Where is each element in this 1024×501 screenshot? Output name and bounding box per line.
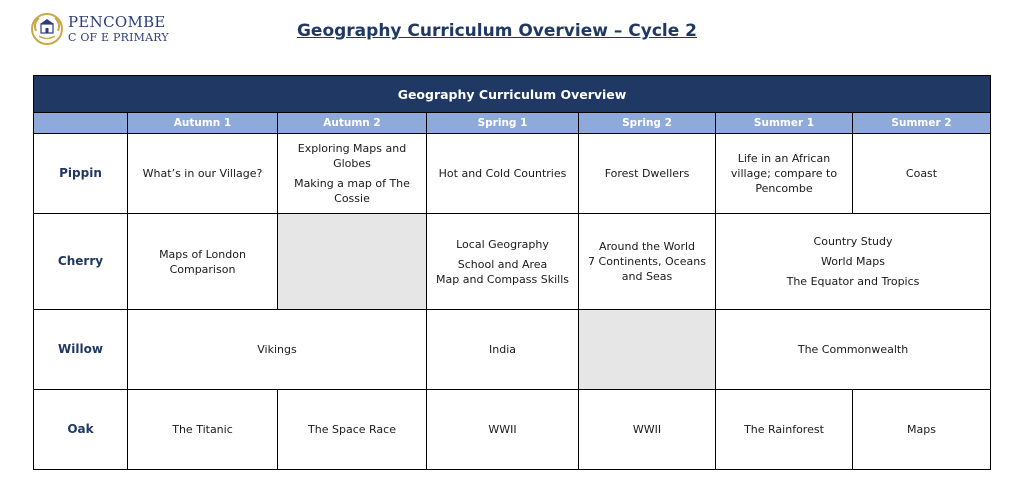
table-title: Geography Curriculum Overview <box>34 76 991 113</box>
cherry-spring-1-topic-2: School and Area <box>457 257 548 271</box>
table-row-oak <box>34 390 991 470</box>
term-header-spring-1: Spring 1 <box>427 113 579 134</box>
pippin-autumn-2-topic-1: Exploring Maps and Globes <box>297 142 407 170</box>
table-row-pippin <box>34 134 991 214</box>
curriculum-table <box>33 75 991 470</box>
document-title-text: Geography Curriculum Overview – Cycle 2 <box>296 21 698 41</box>
oak-summer-1: The Rainforest <box>716 390 853 470</box>
cherry-summer-topic-3: The Equator and Tropics <box>786 275 920 288</box>
willow-spring-1: India <box>427 310 579 390</box>
term-header-autumn-2: Autumn 2 <box>278 113 427 134</box>
school-name-line1: PENCOMBE <box>68 13 166 31</box>
cherry-spring-1 <box>427 214 579 310</box>
cherry-summer-topic-2: World Maps <box>821 255 885 268</box>
term-header-row <box>34 113 991 134</box>
school-name-line2: C OF E PRIMARY <box>68 31 169 44</box>
pippin-summer-1: Life in an African village; compare to Pencombe <box>716 134 853 214</box>
willow-autumn: Vikings <box>128 310 427 390</box>
class-name-pippin: Pippin <box>34 134 128 214</box>
term-header-spring-2: Spring 2 <box>579 113 716 134</box>
cherry-spring-1-topic-3: Map and Compass Skills <box>436 272 569 286</box>
corner-header-cell <box>34 113 128 134</box>
cherry-summer <box>716 214 991 310</box>
pippin-spring-2: Forest Dwellers <box>579 134 716 214</box>
willow-summer: The Commonwealth <box>716 310 991 390</box>
term-header-autumn-1: Autumn 1 <box>128 113 278 134</box>
pippin-spring-1: Hot and Cold Countries <box>427 134 579 214</box>
oak-autumn-1: The Titanic <box>128 390 278 470</box>
cherry-summer-topic-1: Country Study <box>813 235 893 248</box>
table-row-willow <box>34 310 991 390</box>
cherry-spring-2-topic-1: Around the World <box>598 240 696 253</box>
cherry-spring-1-topic-1: Local Geography <box>456 237 549 251</box>
pippin-autumn-1: What’s in our Village? <box>128 134 278 214</box>
oak-spring-1: WWII <box>427 390 579 470</box>
term-header-summer-1: Summer 1 <box>716 113 853 134</box>
oak-autumn-2: The Space Race <box>278 390 427 470</box>
oak-summer-2: Maps <box>853 390 991 470</box>
table-row-cherry <box>34 214 991 310</box>
pippin-summer-2: Coast <box>853 134 991 214</box>
class-name-cherry: Cherry <box>34 214 128 310</box>
cherry-spring-2 <box>579 214 716 310</box>
oak-spring-2: WWII <box>579 390 716 470</box>
table-title-row <box>34 76 991 113</box>
cherry-autumn-1: Maps of London Comparison <box>128 214 278 310</box>
document-title <box>0 21 1024 44</box>
cherry-spring-2-topic-2: 7 Continents, Oceans and Seas <box>588 255 706 283</box>
pippin-autumn-2 <box>278 134 427 214</box>
willow-spring-2-empty <box>579 310 716 390</box>
class-name-willow: Willow <box>34 310 128 390</box>
term-header-summer-2: Summer 2 <box>853 113 991 134</box>
cherry-autumn-2-empty <box>278 214 427 310</box>
class-name-oak: Oak <box>34 390 128 470</box>
pippin-autumn-2-topic-2: Making a map of The Cossie <box>294 177 410 205</box>
